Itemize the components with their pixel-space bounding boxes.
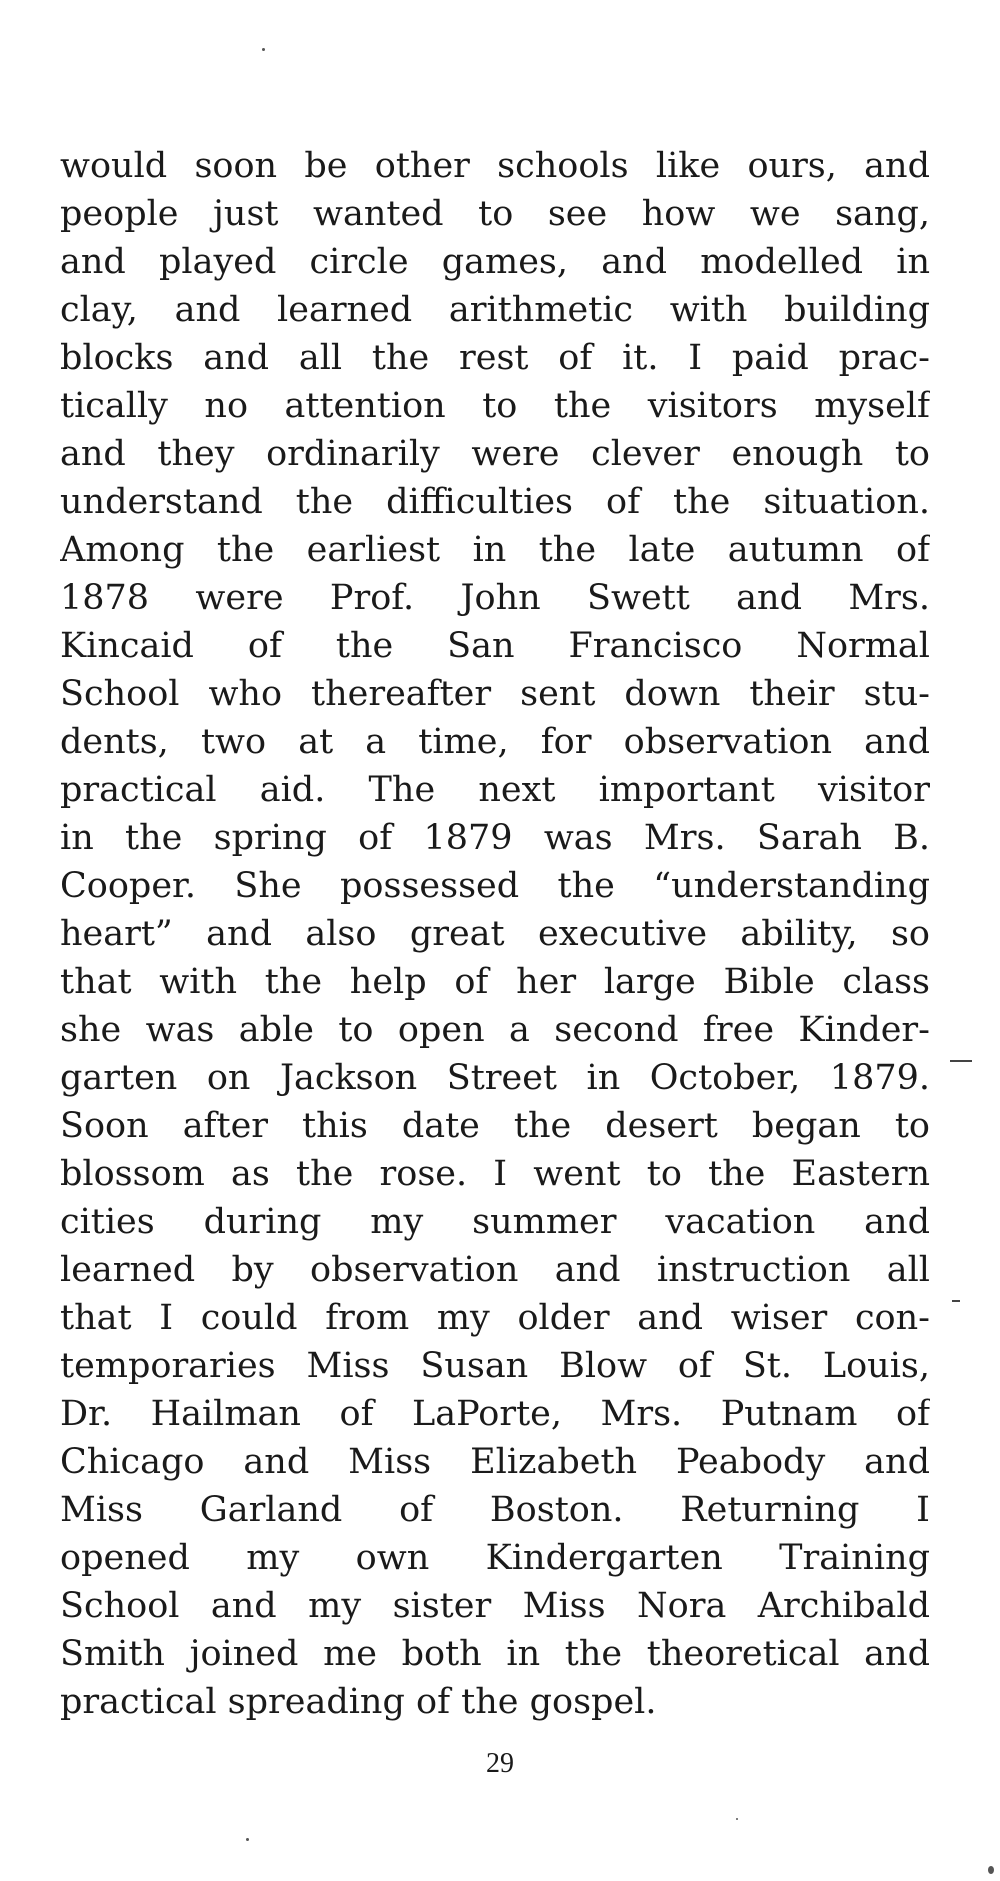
text-line: blocks and all the rest of it. I paid prac- bbox=[60, 338, 930, 378]
text-line: dents, two at a time, for observation and bbox=[60, 722, 930, 762]
text-line: Miss Garland of Boston. Returning I bbox=[60, 1490, 930, 1530]
text-line: Smith joined me both in the theoretical and bbox=[60, 1634, 930, 1674]
text-line: in the spring of 1879 was Mrs. Sarah B. bbox=[60, 818, 930, 858]
text-line: Dr. Hailman of LaPorte, Mrs. Putnam of bbox=[60, 1394, 930, 1434]
body-text bbox=[60, 142, 930, 1726]
text-line: School and my sister Miss Nora Archibald bbox=[60, 1586, 930, 1626]
text-line: Soon after this date the desert began to bbox=[60, 1106, 930, 1146]
text-line: that with the help of her large Bible class bbox=[60, 962, 930, 1002]
text-line: learned by observation and instruction all bbox=[60, 1250, 930, 1290]
text-line: people just wanted to see how we sang, bbox=[60, 194, 930, 234]
page-number: 29 bbox=[486, 1748, 514, 1779]
text-line: Chicago and Miss Elizabeth Peabody and bbox=[60, 1442, 930, 1482]
text-line: Cooper. She possessed the “understanding bbox=[60, 866, 930, 906]
text-line: tically no attention to the visitors myself bbox=[60, 386, 930, 426]
text-line: School who thereafter sent down their stu- bbox=[60, 674, 930, 714]
margin-mark bbox=[950, 1060, 972, 1062]
margin-mark bbox=[952, 1300, 960, 1302]
text-line: understand the difficulties of the situation. bbox=[60, 482, 930, 522]
text-line: Among the earliest in the late autumn of bbox=[60, 530, 930, 570]
scan-speck bbox=[736, 1818, 738, 1820]
text-line: practical aid. The next important visitor bbox=[60, 770, 930, 810]
text-line: practical spreading of the gospel. bbox=[60, 1682, 657, 1722]
scan-speck bbox=[246, 1838, 249, 1841]
text-line: blossom as the rose. I went to the Eastern bbox=[60, 1154, 930, 1194]
scan-speck bbox=[988, 1866, 994, 1874]
text-line: and played circle games, and modelled in bbox=[60, 242, 930, 282]
text-line: heart” and also great executive ability, so bbox=[60, 914, 930, 954]
text-line: garten on Jackson Street in October, 1879. bbox=[60, 1058, 930, 1098]
text-line: opened my own Kindergarten Training bbox=[60, 1538, 930, 1578]
text-line: she was able to open a second free Kinder- bbox=[60, 1010, 930, 1050]
text-line: temporaries Miss Susan Blow of St. Louis, bbox=[60, 1346, 930, 1386]
text-line: that I could from my older and wiser con- bbox=[60, 1298, 930, 1338]
text-line: Kincaid of the San Francisco Normal bbox=[60, 626, 930, 666]
text-line: 1878 were Prof. John Swett and Mrs. bbox=[60, 578, 930, 618]
text-line: clay, and learned arithmetic with building bbox=[60, 290, 930, 330]
scan-speck bbox=[262, 48, 265, 51]
text-line: would soon be other schools like ours, and bbox=[60, 146, 930, 186]
text-line: and they ordinarily were clever enough to bbox=[60, 434, 930, 474]
text-line: cities during my summer vacation and bbox=[60, 1202, 930, 1242]
